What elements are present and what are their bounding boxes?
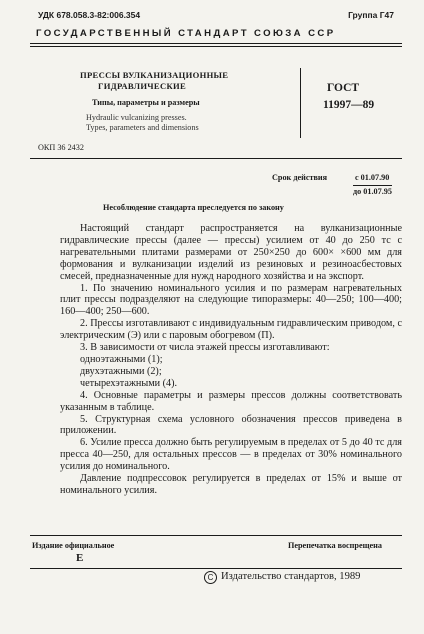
clause-6: 6. Усилие пресса должно быть регулируемым в пределах от 5 до 40 тс для пресса 40—250, для остальных прессов — в пределах от 30% номинального усилия до номинального. <box>60 437 402 473</box>
okp-code: ОКП 36 2432 <box>38 143 84 152</box>
clause-3-item-1: одноэтажными (1); <box>80 353 163 365</box>
title-line-2: ГИДРАВЛИЧЕСКИЕ <box>98 81 187 91</box>
footer-rule-lower <box>30 568 402 569</box>
group-code: Группа Г47 <box>348 10 394 20</box>
validity-label: Срок действия <box>272 173 328 182</box>
state-standard-heading: ГОСУДАРСТВЕННЫЙ СТАНДАРТ СОЮЗА ССР <box>36 28 336 39</box>
header-rule-thick <box>30 43 402 44</box>
clause-3-item-3: четырехэтажными (4). <box>80 377 178 389</box>
clause-4: 4. Основные параметры и размеры прессов должны соответствовать указанным в таблице. <box>60 389 402 413</box>
english-title <box>86 113 199 133</box>
validity-to: до 01.07.95 <box>353 187 392 196</box>
reprint-notice: Перепечатка воспрещена <box>288 541 382 550</box>
copyright-line <box>204 571 360 584</box>
standard-body <box>60 223 402 497</box>
title-line-1: ПРЕССЫ ВУЛКАНИЗАЦИОННЫЕ <box>80 70 229 80</box>
document-subtitle: Типы, параметры и размеры <box>92 98 200 107</box>
clause-6-note: Давление подпрессовок регулируется в пределах от 15% и выше от номинального усилия. <box>60 473 402 496</box>
title-divider <box>300 68 301 138</box>
validity-from: с 01.07.90 <box>355 173 390 182</box>
intro-paragraph: Настоящий стандарт распространяется на вулканизационные гидравлические прессы (далее — прессы) усилием от 40 до 250 тс с нагревательными плитами размерами от 250×250 до 600× ×600 мм для формования и вулканизации изделий из резиновых и резинoасбестовых смесей, предназначенные для нужд народного хозяйства и на экспорт. <box>60 223 402 282</box>
clause-3: 3. В зависимости от числа этажей прессы изготавливают: <box>80 342 330 354</box>
clause-5: 5. Структурная схема условного обозначения прессов приведена в приложении. <box>60 413 402 437</box>
udk-code: УДК 678.058.3-82:006.354 <box>38 10 141 20</box>
header-rule-thin <box>30 46 402 47</box>
english-title-line-1: Hydraulic vulcanizing presses. <box>86 113 187 122</box>
clause-1: 1. По значению номинального усилия и по размерам нагревательных плит прессы подразделяют на следующие типоразмеры: 40—250; 100—400; 160—400; 250—600. <box>60 282 402 318</box>
okp-rule <box>30 158 402 159</box>
gost-number: 11997—89 <box>323 99 375 111</box>
official-edition-label: Издание официальное <box>32 541 115 550</box>
footer-rule <box>30 535 402 536</box>
legal-notice: Несоблюдение стандарта преследуется по закону <box>103 203 284 212</box>
clause-2: 2. Прессы изготавливают с индивидуальным гидравлическим приводом, с электрическим (Э) или с паровым обогревом (П). <box>60 318 402 342</box>
gost-label: ГОСТ <box>327 82 360 94</box>
copyright-icon: C <box>204 571 217 584</box>
edition-letter: Е <box>76 552 84 564</box>
copyright-text: Издательство стандартов, 1989 <box>221 571 361 582</box>
english-title-line-2: Types, parameters and dimensions <box>86 123 199 132</box>
gost-designation <box>323 80 374 114</box>
document-title <box>80 70 228 92</box>
clause-3-item-2: двухэтажными (2); <box>80 365 162 377</box>
